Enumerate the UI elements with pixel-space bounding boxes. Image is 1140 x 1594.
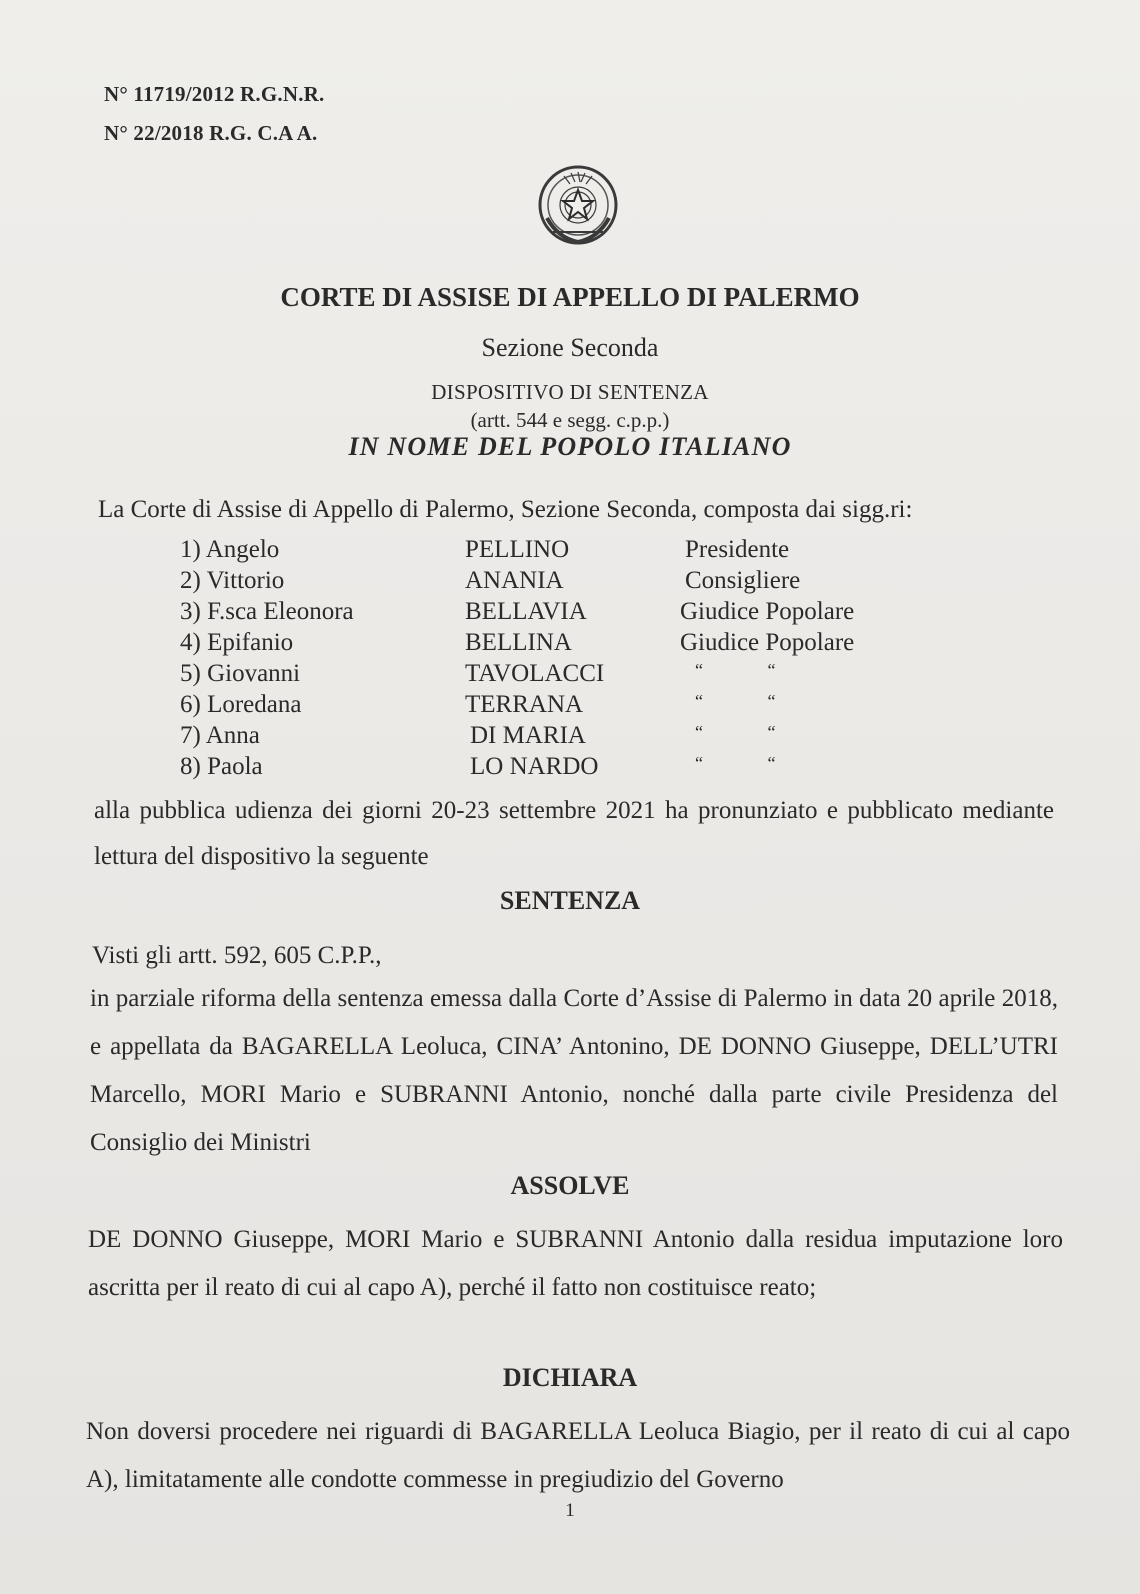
court-composition-intro: La Corte di Assise di Appello di Palermo, Sezione Seconda, composta dai sigg.ri: [98,496,913,523]
page-number: 1 [565,1500,575,1521]
member-row [180,629,900,660]
member-row [180,567,900,598]
member-last-name: LO NARDO [470,753,599,780]
member-last-name: BELLAVIA [465,598,587,625]
member-last-name: ANANIA [465,567,564,594]
member-row [180,691,900,722]
member-first-name: 4) Epifanio [180,629,294,656]
member-role: Giudice Popolare [680,629,855,656]
member-last-name: TAVOLACCI [465,660,605,687]
member-first-name: 6) Loredana [180,691,302,718]
member-first-name: 2) Vittorio [180,567,285,594]
member-role-ditto: “ “ [695,722,776,742]
court-members-list [180,536,900,784]
visti-paragraph: Visti gli artt. 592, 605 C.P.P., [92,942,382,969]
member-role-ditto: “ “ [695,660,776,680]
hearing-paragraph: alla pubblica udienza dei giorni 20-23 settembre 2021 ha pronunziato e pubblicato mediante lettura del dispositivo la seguente [94,797,1054,870]
invocation: IN NOME DEL POPOLO ITALIANO [348,432,792,461]
articles-reference: (artt. 544 e segg. c.p.p.) [470,408,670,432]
riforma-paragraph: in parziale riforma della sentenza emessa dalla Corte d’Assise di Palermo in data 20 aprile 2018, e appellata da BAGARELLA Leoluca, CINA’ Antonino, DE DONNO Giuseppe, DELL’UTRI Marcello, MORI Mario e SUBRANNI Antonio, nonché dalla parte civile Presidenza del Consiglio dei Ministri [90,985,1058,1156]
case-number-rgnr: N° 11719/2012 R.G.N.R. [104,82,325,106]
member-last-name: PELLINO [465,536,570,563]
member-role-ditto: “ “ [695,753,776,773]
court-section: Sezione Seconda [481,333,659,362]
case-number-rgcaa: N° 22/2018 R.G. C.A A. [104,121,318,145]
assolve-paragraph: DE DONNO Giuseppe, MORI Mario e SUBRANNI Antonio dalla residua imputazione loro ascritta per il reato di cui al capo A), perché il fatto non costituisce reato; [88,1226,1063,1301]
member-first-name: 7) Anna [180,722,260,749]
member-role: Giudice Popolare [680,598,855,625]
member-role: Consigliere [685,567,801,594]
member-row [180,598,900,629]
heading-dichiara: DICHIARA [502,1363,638,1392]
heading-assolve: ASSOLVE [510,1171,630,1200]
member-row [180,536,900,567]
member-role-ditto: “ “ [695,691,776,711]
court-name: CORTE DI ASSISE DI APPELLO DI PALERMO [280,282,860,312]
member-last-name: BELLINA [465,629,572,656]
heading-sentenza: SENTENZA [499,886,641,915]
member-last-name: DI MARIA [470,722,586,749]
document-type: DISPOSITIVO DI SENTENZA [431,380,709,404]
member-first-name: 5) Giovanni [180,660,301,687]
member-row [180,660,900,691]
member-first-name: 3) F.sca Eleonora [180,598,354,625]
italian-republic-emblem-icon [533,160,623,250]
member-row [180,753,900,784]
member-last-name: TERRANA [465,691,584,718]
member-first-name: 8) Paola [180,753,263,780]
dichiara-paragraph: Non doversi procedere nei riguardi di BAGARELLA Leoluca Biagio, per il reato di cui al capo A), limitatamente alle condotte commesse in pregiudizio del Governo [86,1418,1070,1493]
member-row [180,722,900,753]
member-role: Presidente [685,536,790,563]
member-first-name: 1) Angelo [180,536,280,563]
